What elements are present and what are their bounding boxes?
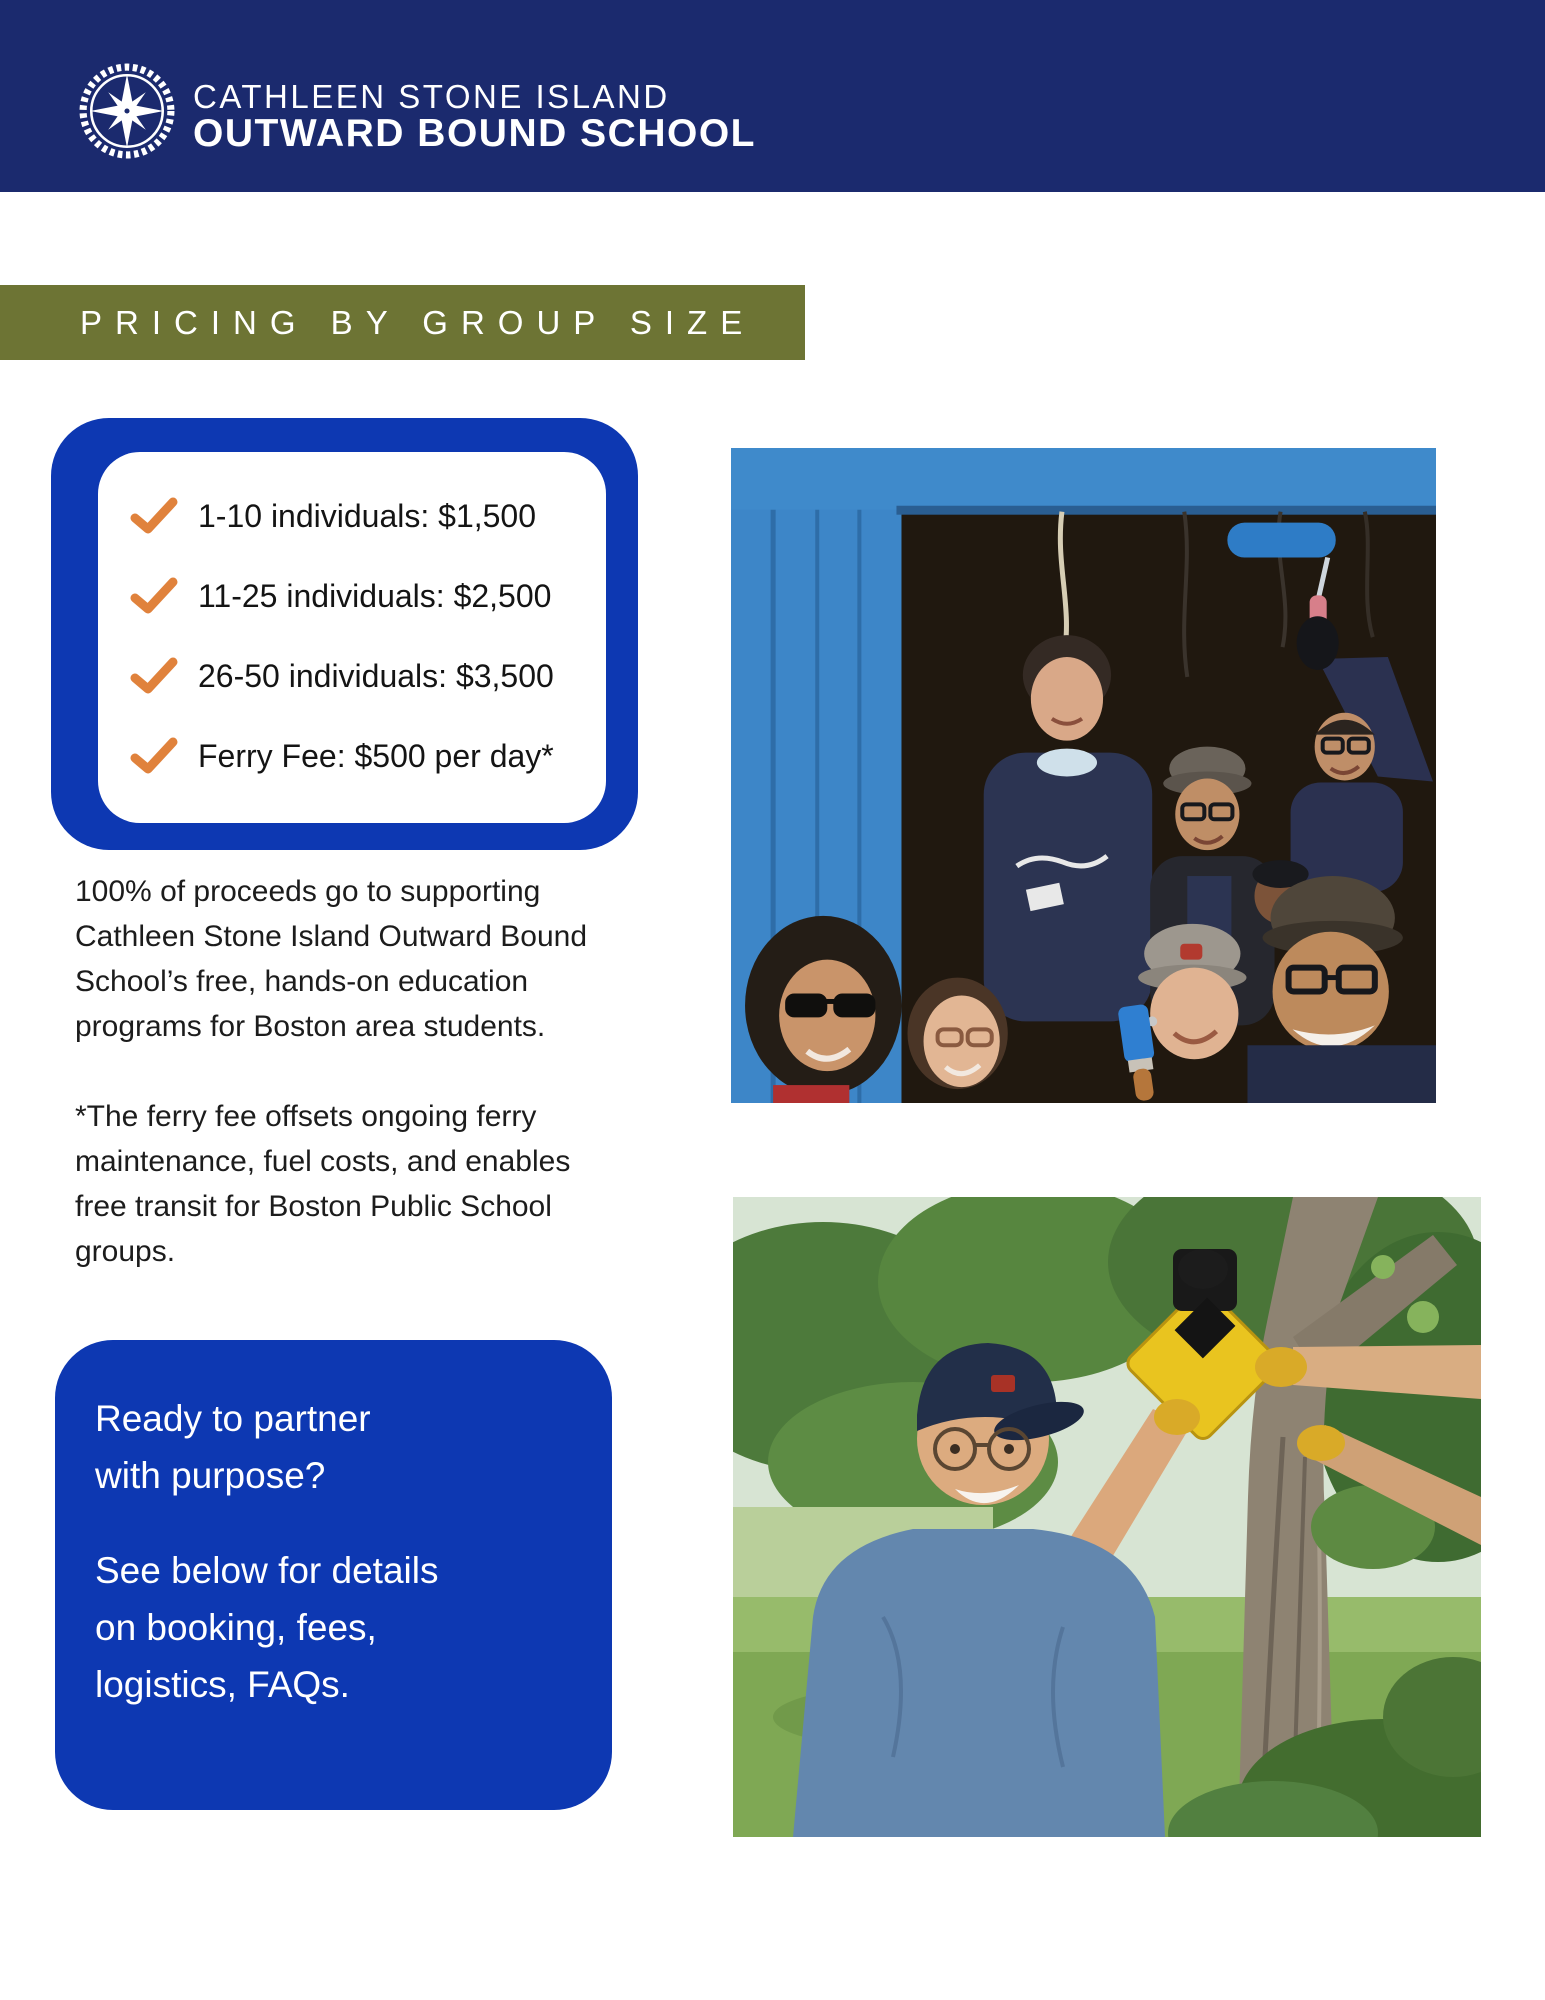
pricing-card <box>51 418 638 850</box>
proceeds-line: School’s free, hands-on education <box>75 965 529 998</box>
proceeds-line: programs for Boston area students. <box>75 1010 546 1043</box>
cta-card <box>55 1340 612 1810</box>
proceeds-line: 100% of proceeds go to supporting <box>75 875 541 908</box>
section-banner <box>0 285 805 360</box>
section-banner-label: PRICING BY GROUP SIZE <box>80 303 756 341</box>
cta-line: logistics, FAQs. <box>95 1664 350 1705</box>
pricing-row <box>130 556 606 636</box>
trail-sign-photo <box>733 1197 1481 1837</box>
check-icon <box>130 496 178 536</box>
pricing-item-label: 26-50 individuals: $3,500 <box>198 657 554 694</box>
ferry-note-paragraph <box>75 1094 695 1274</box>
proceeds-line: Cathleen Stone Island Outward Bound <box>75 920 588 953</box>
org-name-line2: OUTWARD BOUND SCHOOL <box>193 112 756 155</box>
volunteers-group-photo <box>731 448 1436 1103</box>
compass-rose-logo-icon <box>78 62 176 160</box>
ferry-note-line: maintenance, fuel costs, and enables <box>75 1145 571 1178</box>
ferry-note-line: *The ferry fee offsets ongoing ferry <box>75 1100 537 1133</box>
pricing-item-label: Ferry Fee: $500 per day* <box>198 737 554 774</box>
ferry-note-line: free transit for Boston Public School <box>75 1190 552 1223</box>
cta-text <box>95 1390 438 1713</box>
header-bar <box>0 0 1545 192</box>
cta-line: with purpose? <box>95 1455 326 1496</box>
pricing-row <box>130 716 606 796</box>
cta-line: on booking, fees, <box>95 1607 377 1648</box>
check-icon <box>130 656 178 696</box>
pricing-row <box>130 476 606 556</box>
ferry-note-line: groups. <box>75 1235 176 1268</box>
proceeds-paragraph <box>75 869 695 1049</box>
cta-line: See below for details <box>95 1550 439 1591</box>
cta-line: Ready to partner <box>95 1398 371 1439</box>
org-name-line1: CATHLEEN STONE ISLAND <box>193 78 670 115</box>
cta-gap <box>95 1504 438 1542</box>
pricing-item-label: 11-25 individuals: $2,500 <box>198 577 552 614</box>
pricing-card-inner <box>98 452 606 823</box>
check-icon <box>130 576 178 616</box>
pricing-item-label: 1-10 individuals: $1,500 <box>198 497 537 534</box>
pricing-row <box>130 636 606 716</box>
check-icon <box>130 736 178 776</box>
